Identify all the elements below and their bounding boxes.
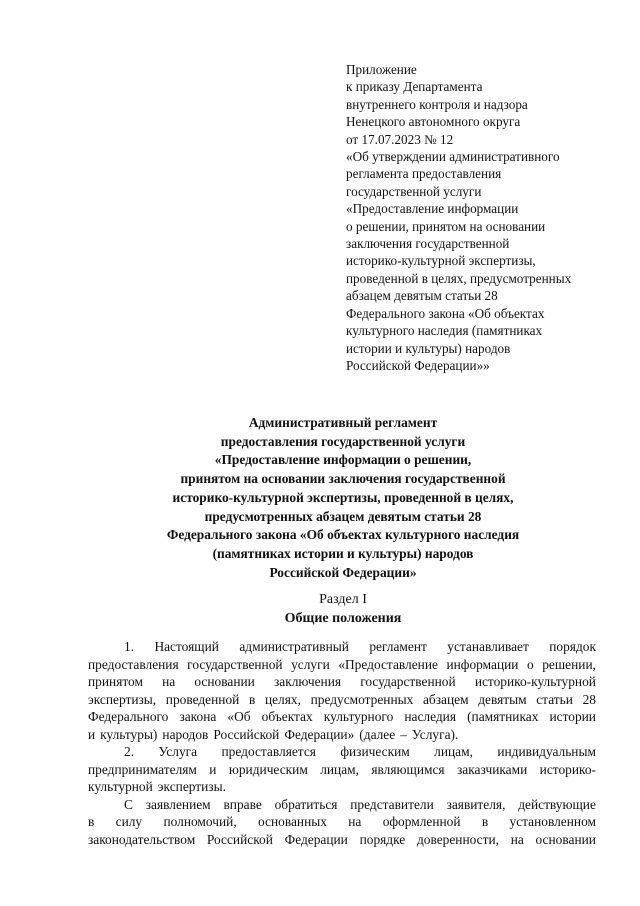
word: и [88,726,96,742]
word: народов [162,726,209,742]
appendix-line: «Об утверждении административного [346,149,560,165]
word: предусмотренных [310,691,414,707]
word: Услуга). [411,726,459,742]
word: Российской [213,726,280,742]
word: объектах [261,709,313,724]
word: основании [535,831,596,847]
title-line: (памятниках истории и культуры) народов [212,545,474,561]
appendix-line: государственной услуги [346,183,482,199]
word: порядок [549,639,596,654]
word: услуги [291,656,330,672]
word: физическим [340,744,410,759]
word: основанных [257,814,327,829]
paragraph-line [88,726,596,744]
appendix-line: абзацем девятым статьи 28 [346,288,498,304]
title-line: Административный регламент [248,415,438,430]
word: проведенной [165,691,240,707]
word: порядке [359,831,406,847]
word: (далее [359,726,396,742]
word: индивидуальным [497,744,596,759]
appendix-line: «Предоставление информации [346,201,519,217]
word: лицам, [320,761,359,777]
appendix-line: культурного наследия (памятниках [346,323,543,339]
word: государственной [187,656,283,672]
word: о [527,656,534,672]
title-line: предоставления государственной услуги [220,433,466,449]
title-line: Федерального закона «Об объектах культурного наследия [166,527,520,543]
appendix-line: Российской Федерации»» [346,357,490,373]
word: Настоящий [154,639,219,654]
appendix-line: историко-культурной экспертизы, [346,253,536,269]
paragraph-line [88,796,596,814]
document-title [60,414,626,582]
word: Федерального [88,709,169,724]
appendix-line: от 17.07.2023 № 12 [346,131,454,147]
title-line: «Предоставление информации о решении, [214,452,472,468]
word: статьи [536,691,573,707]
word: решении, [542,656,596,672]
word: вправе [223,796,262,812]
paragraph-line [88,708,596,726]
appendix-line: заключения государственной [346,236,510,252]
title-line: историко-культурной экспертизы, проведенной в целях, [172,489,514,505]
appendix-line: Федерального закона «Об объектах [346,305,545,321]
paragraph-line [88,638,596,656]
word: предоставляется [221,744,316,759]
word: культурного [323,709,394,724]
word: экспертизы, [88,691,157,707]
title-line: предусмотренных абзацем девятым статьи 28 [204,508,482,524]
word: 1. [124,639,135,654]
word: историко-культурной [474,674,596,689]
appendix-line: регламента предоставления [346,166,502,182]
section-header [60,590,626,628]
paragraph-line [88,761,596,779]
word: (памятниках [467,709,539,724]
word: и [209,761,217,777]
word: предпринимателям [88,761,197,777]
appendix-line: проведенной в целях, предусмотренных [346,270,572,286]
appendix-line: Ненецкого автономного округа [346,114,521,130]
word: культуры) [100,726,158,742]
word: Российской [206,831,273,847]
word: законодательством [88,831,196,847]
word: историко- [539,761,596,777]
word: основании [194,674,255,689]
word: представители [350,796,434,812]
word: Федерации» [284,726,355,742]
word: истории [549,709,596,724]
word: «Предоставление [338,656,438,672]
word: действующие [518,796,596,812]
appendix-block [346,61,616,374]
paragraph-line [88,673,596,691]
word: абзацем [422,691,469,707]
paragraph-line [88,831,596,849]
word: административный [239,639,349,654]
word: полномочий, [163,814,237,829]
word: юридическим [228,761,308,777]
word: предоставления [88,656,179,672]
appendix-line: Приложение [346,62,417,77]
word: заявителя, [446,796,506,812]
word: 2. [124,744,135,759]
word: установленном [509,814,596,829]
word: закона [179,709,217,724]
word: в [481,814,489,829]
paragraph-line [88,778,596,796]
word: устанавливает [447,639,529,654]
paragraph-line [88,743,596,761]
word: силу [115,814,143,829]
word: С [124,796,133,812]
word: оформленной [382,814,461,829]
word: в [248,691,256,707]
appendix-line: внутреннего контроля и надзора [346,96,528,112]
word: на [162,674,176,689]
appendix-line: о решении, принятом на основании [346,218,546,234]
paragraph-line [88,656,596,674]
section-heading: Раздел I [319,592,367,607]
word: информации [446,656,519,672]
appendix-line: к приказу Департамента [346,79,483,95]
title-line: Российской Федерации» [269,564,417,580]
word: Федерации [284,831,348,847]
word: принятом [88,674,143,689]
appendix-line: истории и культуры) народов [346,340,511,356]
title-line: принятом на основании заключения государственной [180,471,506,487]
section-subheading: Общие положения [284,611,402,626]
word: регламент [369,639,427,654]
word: обратиться [274,796,338,812]
word: лицам, [434,744,473,759]
word: на [510,831,524,847]
word: экспертизы. [157,779,226,794]
word: на [348,814,362,829]
word: целях, [264,691,301,707]
paragraph-line [88,813,596,831]
body-text [88,638,596,848]
word: заявлением [145,796,211,812]
word: Услуга [158,744,198,759]
word: «Об [227,709,251,724]
paragraph-line [88,691,596,709]
word: в [88,814,95,829]
word: культурной [88,779,153,794]
word: доверенности, [416,831,499,847]
word: заключения [273,674,342,689]
word: государственной [360,674,456,689]
word: являющимся [371,761,445,777]
word: – [400,726,407,742]
word: девятым [478,691,527,707]
word: наследия [404,709,456,724]
word: заказчиками [456,761,528,777]
word: 28 [582,691,596,707]
